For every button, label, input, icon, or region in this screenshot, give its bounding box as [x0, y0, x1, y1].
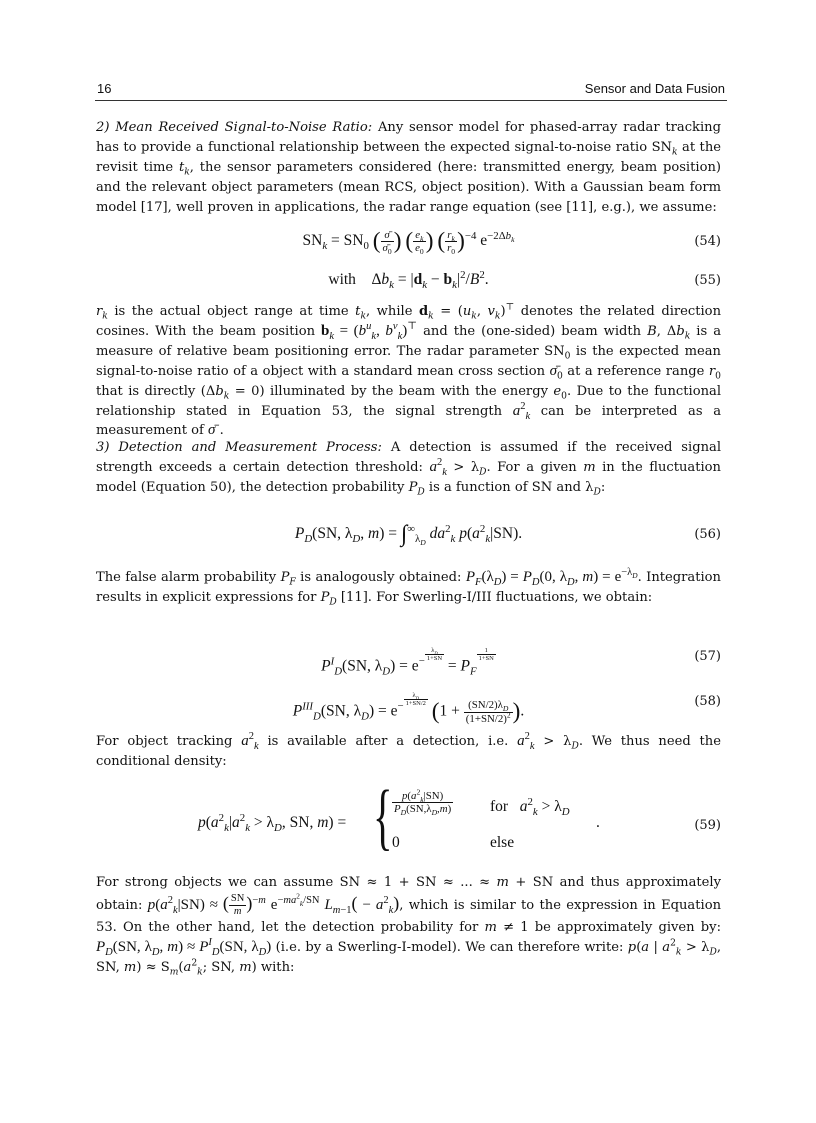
false-alarm-paragraph: The false alarm probability $P_F$ is analogously obtained: $P_F(\lambda_D) = P_D(0$, $\lambda_D$, $m) = e^{-\lambda_D}$. Integration results in explicit expressions for $P_D$ [11]. For Swerling-I/III fluctuations, we obtain: [96, 567, 721, 608]
section-2-heading: 2) Mean Received Signal-to-Noise Ratio: [96, 120, 373, 135]
equation-55: with $\Delta b_k = |d_k - b_k|^2/B^2$. (55) [328, 268, 721, 292]
running-title: Sensor and Data Fusion [584, 81, 725, 96]
object-tracking-paragraph: For object tracking $a^2_k$ is available after a detection, i.e. $a^2_k > \lambda_D$. We thus need the conditional density: [96, 731, 721, 769]
section-2-paragraph: 2) Mean Received Signal-to-Noise Ratio: Any sensor model for phased-array radar tracking has to provide a functional relationship between the expected signal-to-noise ratio $SN_k$ at the revisit time $t_k$, the sensor parameters considered (here: transmitted energy, beam position) and the relevant object parameters (mean RCS, object position). With a Gaussian beam form model [17], well proven in applications, the radar range equation (see [11], e.g.), we assume: [96, 120, 721, 215]
equation-59: $p(a^2_k|a^2_k > \lambda_D$, SN, m) = { $\frac{p(a^2_k|SN)}{P_D(SN,\lambda_D,m)}$ for $a^2_k > \lambda_D$ 0 else . (59) [198, 776, 721, 858]
strong-objects-paragraph: For strong objects we can assume SN ≈ 1 + SN ≈ ... ≈ m + SN and thus approximately obtain: $p(a^2_k|SN)$ ≈ ( $\frac{SN}{m}$ )$^{-m}$ $e^{-ma^2_k/SN}$ $L_{m-1}( - a^2_k)$, which is similar to the expression in Equation 53. On the other hand, let the detection probability for m ≠ 1 be approximately given by: $P_D(SN$, $\lambda_D$, $m) \approx P^I_D(SN$, $\lambda_D$) (i.e. by a Swerling-I-model). We can therefore write: p(a | $a^2_k > \lambda_D$, SN, $m) \approx S_m(a^2_k$; SN, m) with: [96, 875, 722, 978]
section-3-paragraph: 3) Detection and Measurement Process: A detection is assumed if the received signal strength exceeds a certain detection threshold: $a^2_k > \lambda_D$. For a given m in the fluctuation model (Equation 50), the detection probability $P_D$ is a function of SN and $\lambda_D$: [96, 440, 722, 498]
section-3-heading: 3) Detection and Measurement Process: [96, 440, 382, 455]
equation-58: $P^{III}_D(SN$, $\lambda_D) = e^{- \frac{\lambda_D}{1+SN/2}}$ (1 + $\frac{(SN/2)\lambda_D}{(1+SN/2)^2}$ ). (58) [292, 692, 721, 725]
page-number: 16 [97, 81, 112, 96]
page-header [95, 80, 727, 101]
equation-56: $P_D(SN$, $\lambda_D$, $m) = \int^\infty_{\lambda_D}$ $da^2_k$ $p(a^2_k|SN)$. (56) [294, 521, 721, 548]
equation-57: $P^I_D(SN$, $\lambda_D) = e^{- \frac{\lambda_D}{1+SN}}$ = $P_F$ $^{\frac{1}{1+SN}}$ (57) [321, 647, 721, 678]
equation-54: $SN_k = SN_0$ ( $\frac{\sigmā}{\sigmā_0}$ ) ( $\frac{e_k}{e_0}$ ) ( $\frac{r_k}{r_0}$ )$^{-4}$ $e^{-2\Delta b_k}$ (54) [302, 228, 721, 257]
range-definition-paragraph: $r_k$ is the actual object range at time $t_k$, while $d_k = (u_k$, $v_k)^⊤$ denotes the related direction cosines. With the beam position $b_k = (b^u_k$, $b^v_k)^⊤$ and the (one-sided) beam width B, $\Delta b_k$ is a measure of relative beam positioning error. The radar parameter $SN_0$ is the expected mean signal-to-noise ratio of a object with a standard mean cross section $\sigmā_0$ at a reference range $r_0$ that is directly $(\Delta b_k = 0)$ illuminated by the beam with the energy $e_0$. Due to the functional relationship stated in Equation 53, the signal strength $a^2_k$ can be interpreted as a measurement of σ̄ . [96, 301, 722, 439]
